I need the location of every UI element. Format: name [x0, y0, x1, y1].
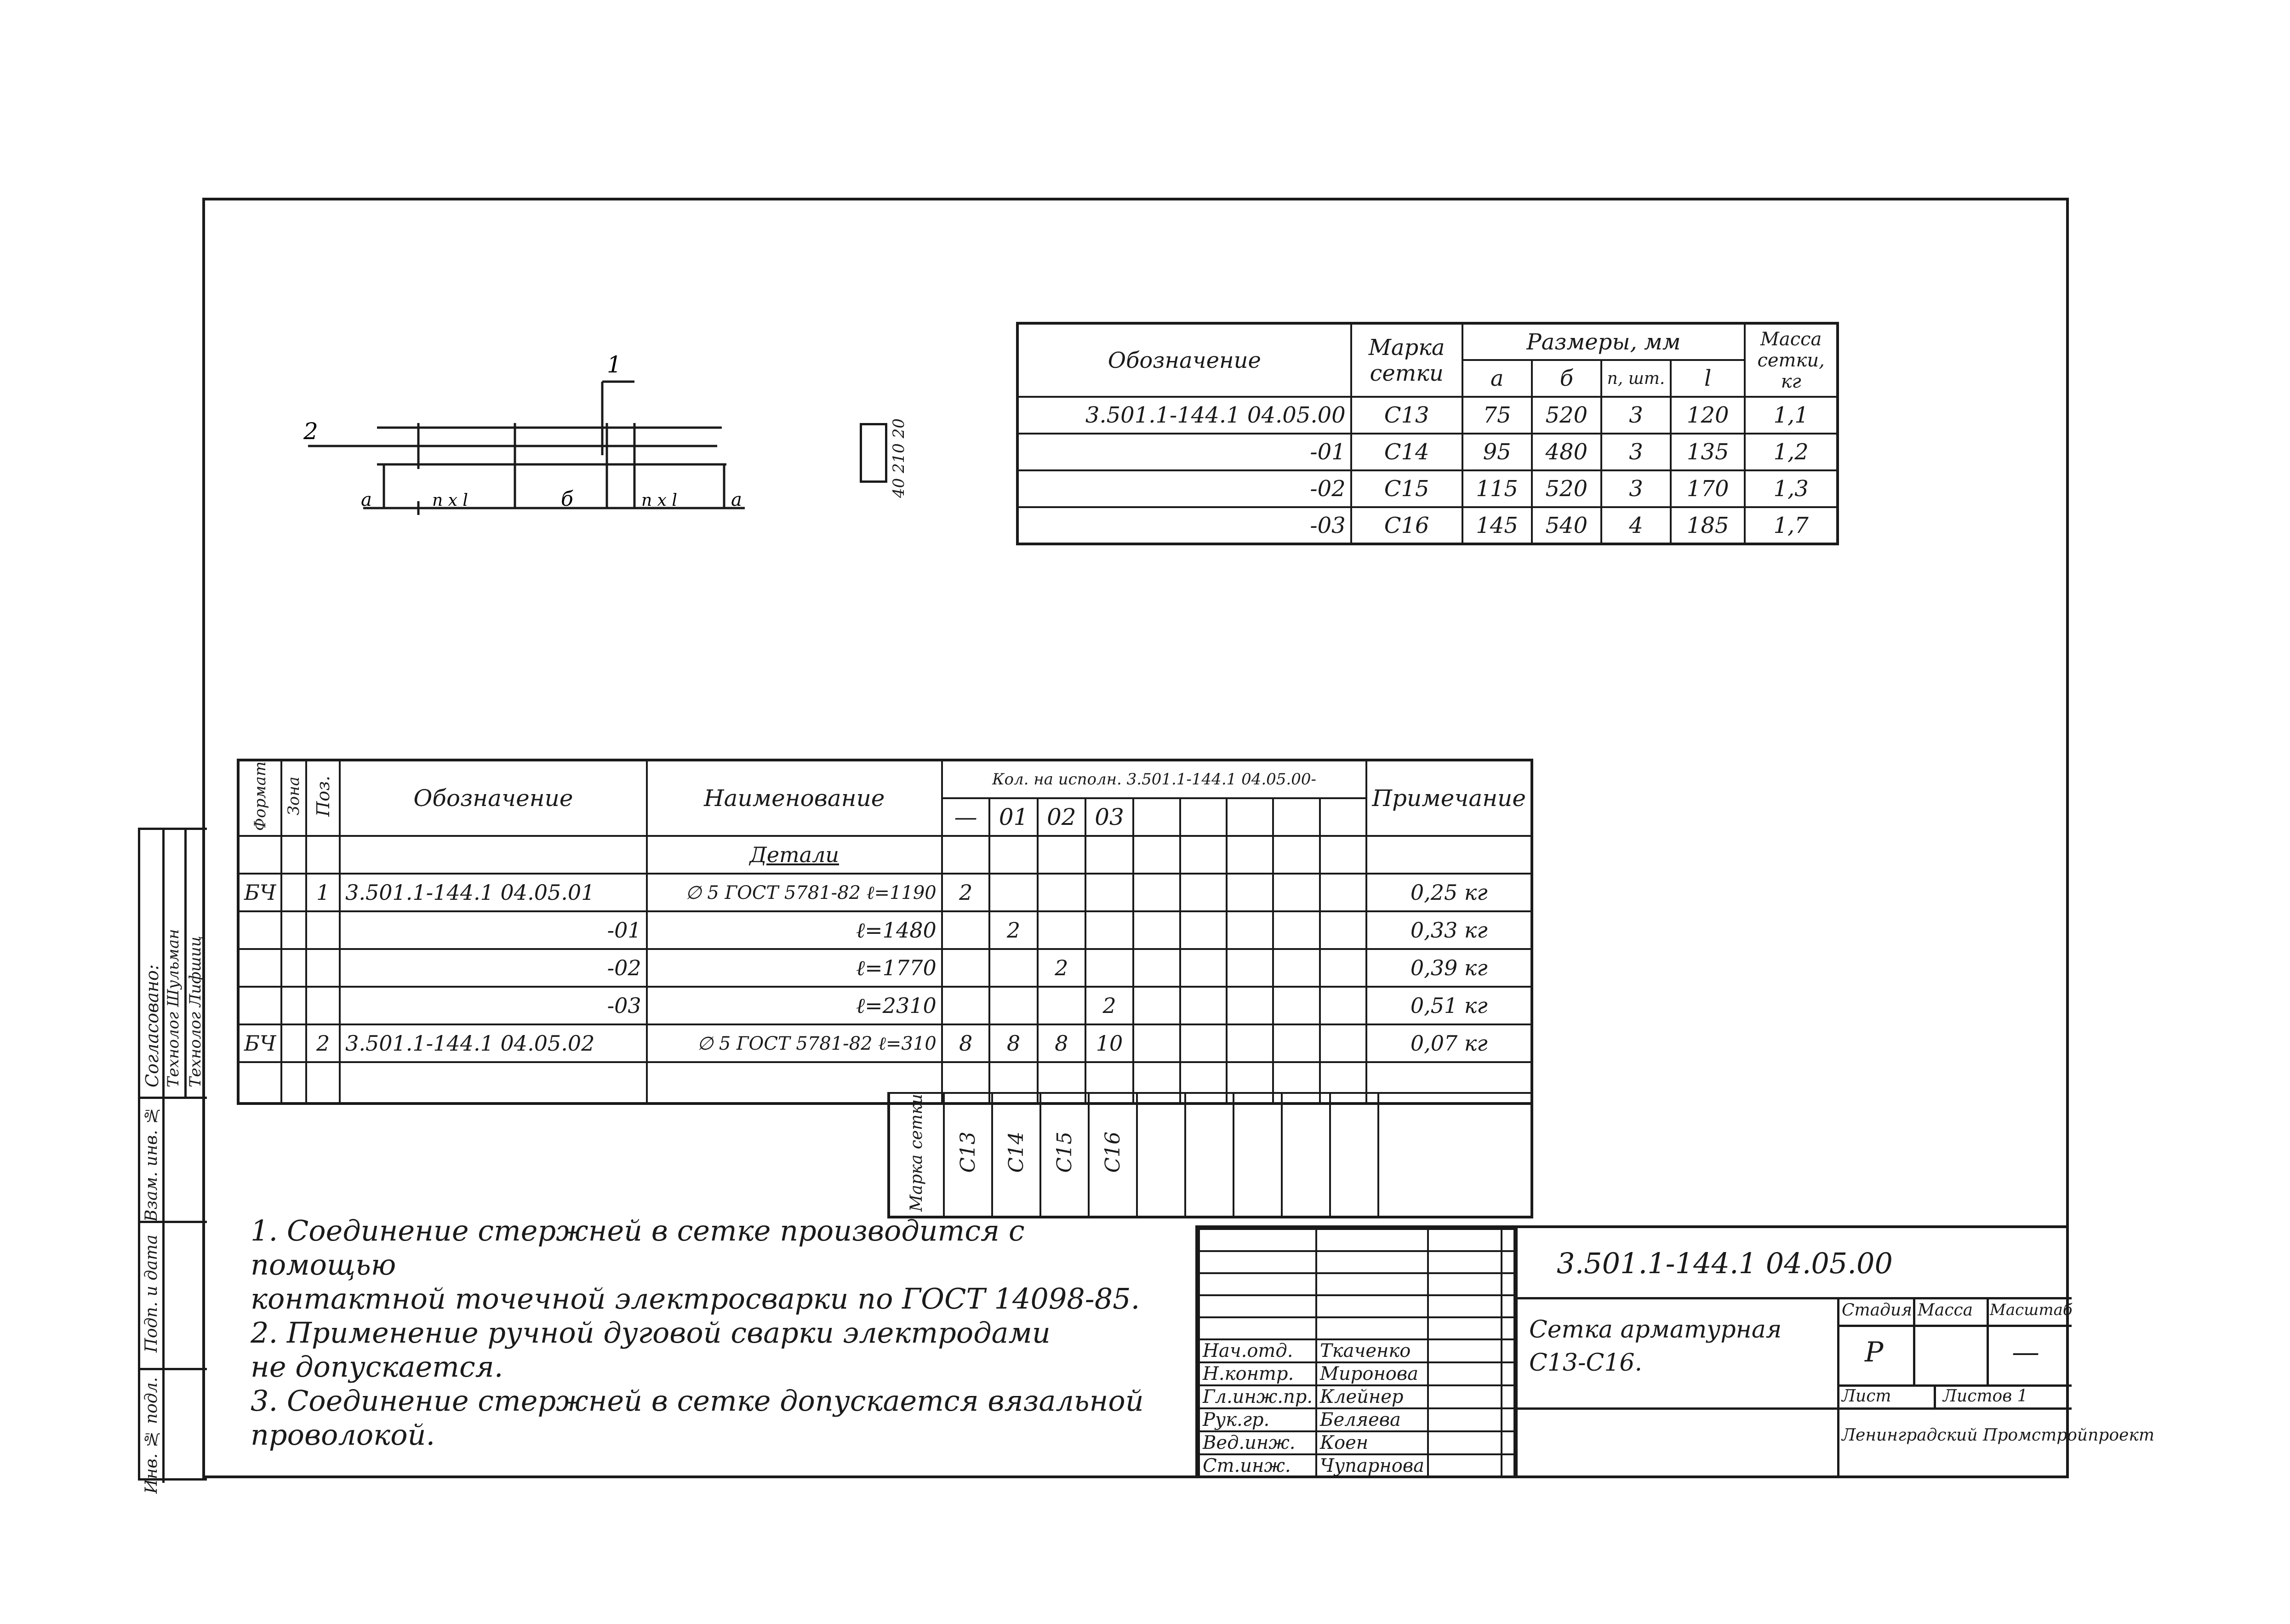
title-role-row: Вед.инж. Коен	[1199, 1431, 1514, 1454]
table-row: -02 ℓ=1770 2 0,39 кг	[238, 949, 1532, 987]
notes	[251, 1214, 1170, 1452]
side-stamp	[138, 828, 207, 1494]
bom-header-pos: Поз.	[313, 776, 333, 817]
title-role-row: Ст.инж. Чупарнова	[1199, 1454, 1514, 1477]
table-row: -03 ℓ=2310 2 0,51 кг	[238, 987, 1532, 1024]
bom-header-format: Формат	[251, 761, 269, 831]
bom-header-col-dash: —	[942, 798, 990, 836]
side-inv-orig: Инв. № подл.	[142, 1377, 161, 1494]
marks-table	[1016, 322, 1839, 545]
bom-header-name: Наименование	[647, 760, 942, 836]
mesh-sketch	[285, 349, 791, 543]
pos1-label: 1	[607, 351, 622, 378]
marks-header-mass: Масса сетки, кг	[1745, 323, 1838, 397]
title-scale-label: Масштаб	[1990, 1301, 2073, 1319]
side-sign-date: Подп. и дата	[142, 1235, 161, 1353]
marks-header-a: а	[1462, 360, 1532, 397]
bom-mark-c15: С15	[1053, 1132, 1076, 1173]
marks-header-l: l	[1671, 360, 1745, 397]
title-block	[1195, 1225, 2154, 1478]
marks-header-mark: Марка сетки	[1351, 323, 1462, 397]
note-line: 1. Соединение стержней в сетке производится с помощью	[251, 1214, 1025, 1281]
title-stage-label: Стадия	[1842, 1301, 1912, 1320]
bom-header-col-02: 02	[1038, 798, 1085, 836]
bom-mark-c14: С14	[1005, 1132, 1028, 1173]
bom-header-col-01: 01	[989, 798, 1037, 836]
marks-row: 3.501.1-144.1 04.05.00 С13 75 520 3 120 1,1	[1017, 397, 1838, 434]
note-line: контактной точечной электросварки по ГОСТ 14098-85.	[251, 1282, 1140, 1315]
table-row: БЧ 2 3.501.1-144.1 04.05.02 ∅ 5 ГОСТ 5781-82 ℓ=310 8 8 8 10 0,07 кг	[238, 1024, 1532, 1062]
section-dims: 40 210 20	[890, 418, 908, 498]
side-row2: Технолог Лифшиц	[186, 936, 205, 1087]
marks-header-designation: Обозначение	[1017, 323, 1351, 397]
section-sketch	[846, 414, 915, 498]
bom-table	[237, 759, 1533, 1105]
bom-mark-label: Марка сетки	[907, 1094, 926, 1212]
note-line: 3. Соединение стержней в сетке допускается вязальной	[251, 1384, 1144, 1418]
dim-a-left: а	[361, 489, 372, 510]
pos2-label: 2	[303, 418, 318, 445]
title-role-row: Нач.отд. Ткаченко	[1199, 1339, 1514, 1362]
title-mass-label: Масса	[1918, 1301, 1973, 1320]
dim-nl-left: n x l	[432, 491, 468, 510]
bom-mark-c13: С13	[956, 1132, 980, 1173]
note-line: 2. Применение ручной дуговой сварки электродами	[251, 1316, 1051, 1350]
note-line: проволокой.	[251, 1418, 435, 1452]
bom-header-zone: Зона	[285, 777, 303, 816]
title-role-row: Н.контр. Миронова	[1199, 1362, 1514, 1385]
title-sheets-label: Листов 1	[1943, 1387, 2028, 1406]
title-sheet-label: Лист	[1842, 1387, 1891, 1406]
bom-mark-c16: С16	[1101, 1132, 1125, 1173]
table-row: -01 ℓ=1480 2 0,33 кг	[238, 911, 1532, 949]
bom-section-title: Детали	[647, 836, 942, 874]
side-row1: Технолог Шульман	[164, 929, 183, 1087]
marks-row: -03 С16 145 540 4 185 1,7	[1017, 507, 1838, 544]
marks-header-n: n, шт.	[1601, 360, 1671, 397]
title-stage: Р	[1865, 1336, 1884, 1368]
bom-section-row	[238, 836, 1532, 874]
note-line: не допускается.	[251, 1350, 503, 1384]
title-role-row: Рук.гр. Беляева	[1199, 1408, 1514, 1431]
title-name: Сетка арматурная С13-С16.	[1529, 1316, 1782, 1377]
dim-a-right: а	[731, 489, 742, 510]
title-role-row: Гл.инж.пр. Клейнер	[1199, 1385, 1514, 1408]
title-org: Ленинградский Промстройпроект	[1842, 1426, 2154, 1445]
table-row: БЧ 1 3.501.1-144.1 04.05.01 ∅ 5 ГОСТ 5781-82 ℓ=1190 2 0,25 кг	[238, 874, 1532, 911]
dim-nl-right: n x l	[641, 491, 677, 510]
title-sign-grid	[1198, 1228, 1515, 1478]
marks-header-b: б	[1532, 360, 1601, 397]
marks-row: -02 С15 115 520 3 170 1,3	[1017, 470, 1838, 507]
side-agreed: Согласовано:	[142, 964, 162, 1087]
side-inv: Взам. инв. №	[142, 1106, 161, 1222]
bom-header-designation: Обозначение	[340, 760, 647, 836]
marks-header-sizes: Размеры, мм	[1462, 323, 1745, 360]
bom-header-note: Примечание	[1366, 760, 1532, 836]
bom-marks-strip	[887, 1092, 1533, 1218]
title-code: 3.501.1-144.1 04.05.00	[1557, 1247, 1893, 1280]
marks-row: -01 С14 95 480 3 135 1,2	[1017, 434, 1838, 470]
dim-b: б	[561, 487, 573, 511]
bom-header-qty: Кол. на исполн. 3.501.1-144.1 04.05.00-	[942, 760, 1367, 798]
title-scale: —	[2012, 1336, 2039, 1368]
bom-header-col-03: 03	[1085, 798, 1133, 836]
